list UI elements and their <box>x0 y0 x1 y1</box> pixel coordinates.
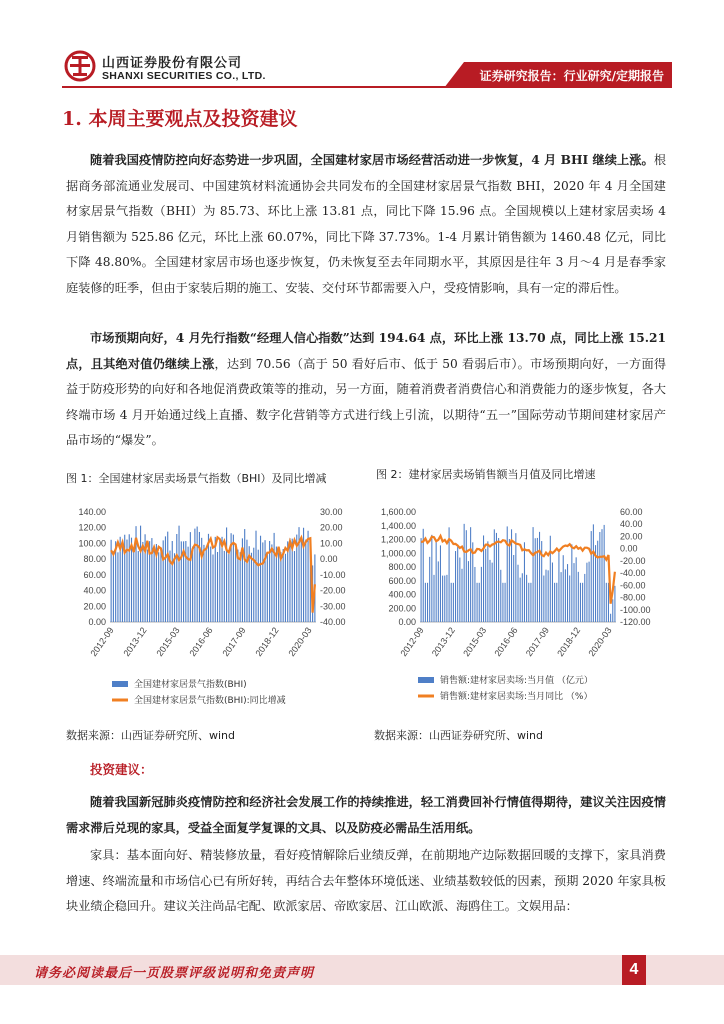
bar-mark <box>158 552 159 622</box>
bar-mark <box>208 534 209 622</box>
bar-mark <box>287 541 288 622</box>
bar-mark <box>142 542 143 622</box>
bar-mark <box>558 549 559 622</box>
bar-mark <box>167 532 168 622</box>
bar-mark <box>226 527 227 622</box>
paragraph-expectation-lead: 市场预期向好，4 月先行指数“经理人信心指数”达到 194.64 点，环比上涨 13.70 点，同比上涨 15.21 点，且其绝对值仍继续上涨 <box>66 331 666 371</box>
bar-mark <box>197 527 198 622</box>
paragraph-bhi-lead: 随着我国疫情防控向好态势进一步巩固，全国建材家居市场经营活动进一步恢复，4 月 BHI 继续上涨。 <box>90 153 654 167</box>
legend-swatch-bar <box>112 681 128 687</box>
paragraph-invest-lead: 随着我国新冠肺炎疫情防控和经济社会发展工作的持续推进，轻工消费回补行情值得期待，建议关注因疫情需求滞后兑现的家具，受益全面复学复课的文具、以及防疫必需品生活用纸。 <box>66 795 666 835</box>
legend-label-bar: 销售额:建材家居卖场:当月值 （亿元） <box>440 676 593 686</box>
bar-mark <box>556 583 557 622</box>
left-axis-tick-label: 1,200.00 <box>380 534 416 545</box>
bar-mark <box>513 555 514 622</box>
bar-mark <box>117 552 118 622</box>
bar-mark <box>154 550 155 622</box>
bar-mark <box>580 583 581 622</box>
left-axis-tick-label: 40.00 <box>83 585 106 596</box>
bar-mark <box>586 563 587 622</box>
logo-emblem-icon <box>62 50 98 82</box>
bar-mark <box>203 545 204 622</box>
legend-label-line: 销售额:建材家居卖场:当月同比 （%） <box>440 692 593 702</box>
bar-mark <box>608 583 609 622</box>
bar-mark <box>479 583 480 622</box>
right-axis-tick-label: 20.00 <box>620 531 643 542</box>
bar-mark <box>140 526 141 622</box>
x-axis-tick-label: 2012-09 <box>398 625 426 659</box>
bar-mark <box>115 541 116 622</box>
paragraph-bhi <box>66 148 666 301</box>
left-axis-tick-label: 20.00 <box>83 601 106 612</box>
bar-mark <box>489 560 490 622</box>
right-axis-tick-label: -40.00 <box>620 568 646 579</box>
bar-mark <box>500 570 501 622</box>
bar-mark <box>591 531 592 622</box>
bar-mark <box>468 561 469 622</box>
left-axis-tick-label: 120.00 <box>78 522 106 533</box>
bar-mark <box>507 526 508 622</box>
bar-mark <box>455 551 456 622</box>
bar-mark <box>578 572 579 622</box>
bar-mark <box>260 536 261 622</box>
bar-mark <box>233 535 234 622</box>
bar-mark <box>604 525 605 622</box>
bar-mark <box>464 524 465 622</box>
bar-mark <box>517 565 518 622</box>
bar-mark <box>174 553 175 622</box>
bar-mark <box>235 548 236 622</box>
bar-mark <box>601 529 602 622</box>
paragraph-expectation-body: ，达到 70.56（高于 50 看好后市、低于 50 看弱后市）。市场预期向好，一方面得益于防疫形势的向好和各地促消费政策等的推动，另一方面，随着消费者消费信心和消费能力的逐步恢复，各大终端市场 4 月开始通过线上直播、数字化营销等方式进行线上引流，以期待“五一”国际劳动节期间建材家居产品市场的“爆发”。 <box>66 356 667 447</box>
left-axis-tick-label: 1,600.00 <box>380 507 416 517</box>
left-axis-tick-label: 60.00 <box>83 569 106 580</box>
bar-mark <box>308 531 309 622</box>
bar-mark <box>438 561 439 622</box>
bar-mark <box>271 544 272 622</box>
bar-mark <box>543 576 544 622</box>
bar-mark <box>199 532 200 622</box>
bar-mark <box>280 552 281 622</box>
page-number: 4 <box>622 955 646 985</box>
bar-mark <box>301 541 302 622</box>
left-axis-tick-label: 100.00 <box>78 538 106 549</box>
bar-mark <box>433 575 434 622</box>
bar-mark <box>552 563 553 622</box>
bar-mark <box>165 536 166 622</box>
bar-mark <box>593 524 594 622</box>
figure2-source: 数据来源：山西证券研究所、wind <box>374 729 544 742</box>
bar-mark <box>289 538 290 622</box>
bar-mark <box>522 573 523 622</box>
bar-mark <box>446 575 447 622</box>
bar-mark <box>421 538 422 622</box>
bar-mark <box>217 552 218 622</box>
x-axis-tick-label: 2015-03 <box>461 625 489 659</box>
paragraph-expectation <box>66 326 666 454</box>
bar-mark <box>526 575 527 622</box>
footer-disclaimer: 请务必阅读最后一页股票评级说明和免责声明 <box>34 966 315 981</box>
bar-mark <box>461 569 462 622</box>
bar-mark <box>262 542 263 622</box>
bar-mark <box>453 583 454 622</box>
bar-mark <box>219 541 220 622</box>
bar-mark <box>246 540 247 622</box>
bar-mark <box>305 540 306 622</box>
bar-mark <box>582 583 583 622</box>
banner-slant <box>444 62 484 88</box>
company-logo <box>62 50 98 82</box>
bar-mark <box>539 532 540 622</box>
left-axis-tick-label: 200.00 <box>388 603 416 614</box>
bar-mark <box>612 599 613 622</box>
bar-mark <box>240 552 241 622</box>
bar-mark <box>427 583 428 622</box>
paragraph-furniture: 家具：基本面向好、精装修放量，看好疫情解除后业绩反弹，在前期地产边际数据回暖的支撑下，家具消费增速、终端流量和市场信心已有所好转，再结合去年整体环境低迷、业绩基数较低的因素，预期 2020 年家具板块业绩企稳回升。建议关注尚品宅配、欧派家居、帝欧家居、江山欧派、海鸥住工。文娱用品： <box>66 848 666 913</box>
bar-mark <box>442 576 443 622</box>
bar-mark <box>122 546 123 622</box>
bar-mark <box>429 557 430 622</box>
bar-mark <box>548 570 549 622</box>
figure2-caption: 图 2：建材家居卖场销售额当月值及同比增速 <box>376 468 596 481</box>
bar-mark <box>285 554 286 622</box>
bar-mark <box>520 578 521 622</box>
report-type-label: 证券研究报告：行业研究/定期报告 <box>479 69 664 83</box>
bar-mark <box>565 569 566 622</box>
right-axis-tick-label: -40.00 <box>320 617 346 627</box>
bar-mark <box>474 567 475 622</box>
bar-mark <box>201 538 202 622</box>
bar-mark <box>113 551 114 622</box>
section-title: 1. 本周主要观点及投资建议 <box>62 108 298 130</box>
x-axis-tick-label: 2017-09 <box>523 625 551 659</box>
bar-mark <box>425 583 426 622</box>
bar-mark <box>244 529 245 622</box>
company-name-cn: 山西证券股份有限公司 <box>102 56 243 71</box>
bar-mark <box>172 541 173 622</box>
left-axis-tick-label: 1,400.00 <box>380 520 416 531</box>
left-axis-tick-label: 1,000.00 <box>380 548 416 559</box>
x-axis-tick-label: 2012-09 <box>88 625 116 659</box>
chart-sales <box>370 500 670 720</box>
bar-mark <box>133 549 134 622</box>
bar-mark <box>190 532 191 622</box>
header-rule <box>62 86 464 88</box>
right-axis-tick-label: -60.00 <box>620 580 646 591</box>
bar-mark <box>492 563 493 622</box>
right-axis-tick-label: 0.00 <box>320 554 338 565</box>
bar-mark <box>509 539 510 622</box>
right-axis-tick-label: 30.00 <box>320 507 343 517</box>
legend-label-bar: 全国建材家居景气指数(BHI) <box>134 680 247 690</box>
right-axis-tick-label: -20.00 <box>320 585 346 596</box>
right-axis-tick-label: -80.00 <box>620 592 646 603</box>
bar-mark <box>485 549 486 622</box>
bar-mark <box>498 538 499 622</box>
left-axis-tick-label: 0.00 <box>88 617 106 627</box>
bar-mark <box>466 530 467 622</box>
bar-mark <box>444 576 445 622</box>
right-axis-tick-label: 60.00 <box>620 507 643 517</box>
bar-mark <box>274 533 275 622</box>
company-name-en: SHANXI SECURITIES CO., LTD. <box>102 70 266 82</box>
bar-mark <box>457 547 458 622</box>
bar-mark <box>255 531 256 622</box>
bar-mark <box>423 529 424 622</box>
bar-mark <box>294 551 295 622</box>
bar-mark <box>212 554 213 622</box>
x-axis-tick-label: 2016-06 <box>187 625 215 659</box>
right-axis-tick-label: 20.00 <box>320 522 343 533</box>
right-axis-tick-label: 0.00 <box>620 543 638 554</box>
right-axis-tick-label: -100.00 <box>620 604 651 615</box>
bar-mark <box>265 540 266 622</box>
bar-mark <box>535 538 536 622</box>
paragraph-bhi-body: 根据商务部流通业发展司、中国建筑材料流通协会共同发布的全国建材家居景气指数 BHI，2020 年 4 月全国建材家居景气指数（BHI）为 85.73、环比上涨 13.81 点，同比下降 15.96 点。全国规模以上建材家居卖场 4 月销售额为 525.86 亿元，环比上涨 60.07%，同比下降 37.73%。1-4 月累计销售额为 1460.48 亿元，同比下降 48.80%。全国建材家居市场也逐步恢复，仍未恢复至去年同期水平，其原因是往年 3 月～4 月是春季家庭装修的旺季，但由于家装后期的施工、安装、交付环节都需要入户，受疫情影响，具有一定的滞后性。 <box>66 153 666 295</box>
right-axis-tick-label: -10.00 <box>320 569 346 580</box>
x-axis-tick-label: 2018-12 <box>253 625 281 659</box>
legend-swatch-bar <box>418 677 434 683</box>
chart-bhi <box>64 500 364 720</box>
bar-mark <box>505 583 506 622</box>
bar-mark <box>160 547 161 622</box>
bar-mark <box>576 557 577 622</box>
x-axis-tick-label: 2018-12 <box>555 625 583 659</box>
bar-mark <box>210 547 211 622</box>
bar-mark <box>524 542 525 622</box>
bar-mark <box>477 583 478 622</box>
bar-mark <box>194 529 195 622</box>
bar-mark <box>178 526 179 622</box>
bar-mark <box>599 532 600 622</box>
left-axis-tick-label: 0.00 <box>398 617 416 627</box>
bar-mark <box>589 562 590 622</box>
left-axis-tick-label: 400.00 <box>388 589 416 600</box>
bar-mark <box>451 583 452 622</box>
invest-heading: 投资建议： <box>90 762 153 777</box>
bar-mark <box>470 527 471 622</box>
x-axis-tick-label: 2020-03 <box>286 625 314 659</box>
bar-mark <box>283 549 284 622</box>
right-axis-tick-label: -20.00 <box>620 555 646 566</box>
bar-mark <box>251 553 252 622</box>
paragraph-invest <box>66 790 666 841</box>
bar-mark <box>563 555 564 622</box>
bar-mark <box>440 545 441 622</box>
bar-mark <box>567 564 568 622</box>
x-axis-tick-label: 2013-12 <box>429 625 457 659</box>
bar-mark <box>237 550 238 622</box>
bar-mark <box>573 563 574 622</box>
bar-mark <box>267 554 268 622</box>
bar-mark <box>554 583 555 622</box>
bar-mark <box>515 533 516 622</box>
bar-mark <box>206 548 207 622</box>
x-axis-tick-label: 2013-12 <box>121 625 149 659</box>
bar-mark <box>561 572 562 622</box>
bar-mark <box>502 583 503 622</box>
bar-mark <box>530 583 531 622</box>
bar-mark <box>147 550 148 622</box>
bar-mark <box>459 558 460 622</box>
bar-mark <box>138 551 139 622</box>
bar-mark <box>176 534 177 622</box>
bar-mark <box>215 537 216 622</box>
x-axis-tick-label: 2020-03 <box>586 625 614 659</box>
right-axis-tick-label: 40.00 <box>620 519 643 530</box>
bar-mark <box>528 583 529 622</box>
bar-mark <box>192 546 193 622</box>
bar-mark <box>278 552 279 622</box>
bar-mark <box>436 540 437 622</box>
right-axis-tick-label: -30.00 <box>320 601 346 612</box>
x-axis-tick-label: 2016-06 <box>492 625 520 659</box>
bar-mark <box>224 551 225 622</box>
bar-mark <box>614 586 615 622</box>
left-axis-tick-label: 80.00 <box>83 554 106 565</box>
bar-mark <box>258 550 259 622</box>
x-axis-tick-label: 2015-03 <box>154 625 182 659</box>
bar-mark <box>569 575 570 622</box>
figure1-caption: 图 1：全国建材家居卖场景气指数（BHI）及同比增减 <box>66 472 327 485</box>
right-axis-tick-label: -120.00 <box>620 617 651 627</box>
bar-mark <box>487 541 488 622</box>
bar-mark <box>221 537 222 622</box>
bar-mark <box>584 574 585 622</box>
report-type-banner <box>464 62 672 88</box>
bar-mark <box>606 583 607 622</box>
bar-mark <box>610 614 611 622</box>
bar-mark <box>228 554 229 622</box>
left-axis-tick-label: 800.00 <box>388 562 416 572</box>
bar-mark <box>431 535 432 622</box>
bar-mark <box>533 527 534 622</box>
bar-mark <box>481 567 482 622</box>
bar-mark <box>571 544 572 622</box>
bar-mark <box>131 538 132 622</box>
bar-mark <box>496 533 497 622</box>
figure1-source: 数据来源：山西证券研究所、wind <box>66 729 236 742</box>
left-axis-tick-label: 140.00 <box>78 507 106 517</box>
right-axis-tick-label: 10.00 <box>320 538 343 549</box>
x-axis-tick-label: 2017-09 <box>220 625 248 659</box>
bar-mark <box>597 541 598 622</box>
bar-mark <box>550 536 551 622</box>
legend-label-line: 全国建材家居景气指数(BHI):同比增减 <box>134 696 286 706</box>
left-axis-tick-label: 600.00 <box>388 575 416 586</box>
bar-mark <box>545 570 546 622</box>
